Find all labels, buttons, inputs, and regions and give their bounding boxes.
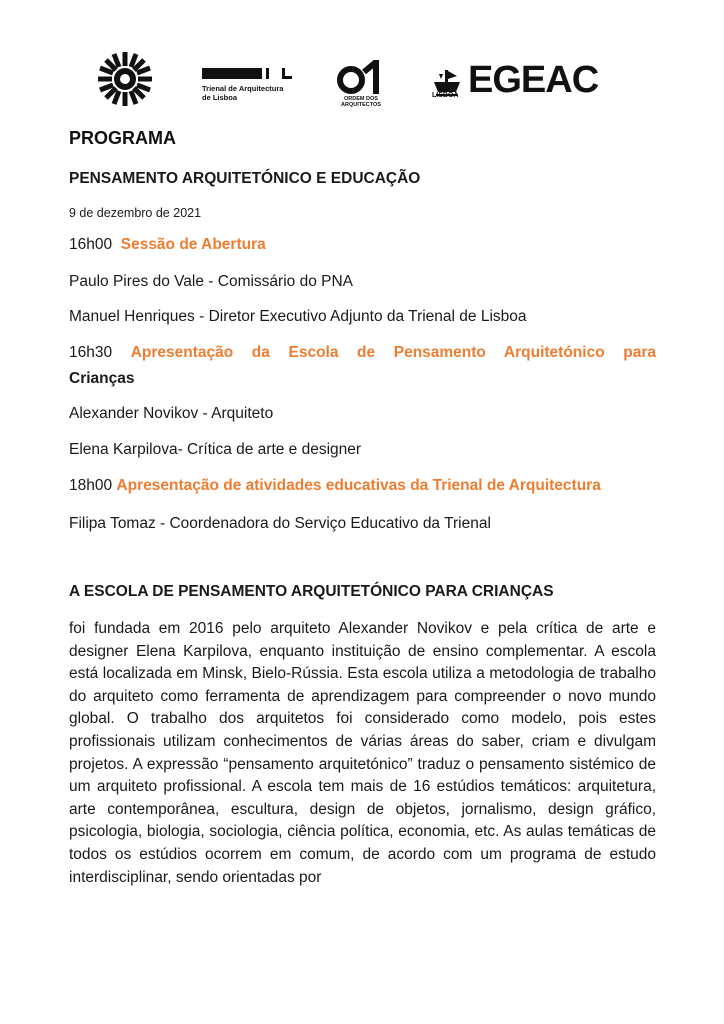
lisboa-label: LISBOA [432,92,459,99]
egeac-wordmark: EGEAC [468,59,599,101]
ordem-arquitectos-logo [336,60,386,110]
schedule-title-1: Sessão de Abertura [120,236,266,253]
oa-name-line2: ARQUITECTOS [341,102,381,108]
program-subheading: PENSAMENTO ARQUITETÓNICO E EDUCAÇÃO [69,170,421,187]
speaker-2: Manuel Henriques - Diretor Executivo Adjunto da Trienal de Lisboa [69,308,527,325]
schedule-title-2-line1: Apresentação da Escola de Pensamento Arquitetónico para [130,344,656,361]
egeac-logo [430,59,620,106]
schedule-time-2: 16h30 [69,344,113,361]
trienal-name-line1: Trienal de Arquitectura [202,84,284,93]
schedule-title-3: Apresentação de atividades educativas da Trienal de Arquitectura [116,477,601,494]
schedule-item-1 [69,236,266,254]
speaker-5: Filipa Tomaz - Coordenadora do Serviço Educativo da Trienal [69,515,491,532]
schedule-item-3 [69,477,601,495]
body-paragraph: foi fundada em 2016 pelo arquiteto Alexander Novikov e pela crítica de arte e designer Elena Karpilova, enquanto instituição de ensino complementar. A escola está localizada em Minsk, Bielo-Rússia. Esta escola utiliza a metodologia de trabalho do arquiteto como ferramenta de aprendizagem para compreender o novo mundo global. O trabalho dos arquitetos foi considerado como modelo, pois estes profissionais utilizam conhecimentos de várias áreas do saber, criam e divulgam projetos. A expressão “pensamento arquitetónico” traduz o pensamento sistémico de um arquiteto profissional. A escola tem mais de 16 estúdios temáticos: arquitetura, arte contemporânea, escultura, design de objetos, jornalismo, design gráfico, psicologia, biologia, sociologia, ciência política, economia, etc. As aulas temáticas de todos os estúdios ocorrem em comum, de acordo com um programa de estudo interdisciplinar, sendo orientadas por [69,620,656,886]
section-title: A ESCOLA DE PENSAMENTO ARQUITETÓNICO PARA CRIANÇAS [69,583,554,600]
event-date: 9 de dezembro de 2021 [69,206,202,220]
pna-logo [96,50,154,108]
schedule-title-2-line2: Crianças [69,370,135,387]
schedule-item-2 [69,344,656,362]
page-title: PROGRAMA [69,128,176,148]
speaker-3: Alexander Novikov - Arquiteto [69,405,274,422]
schedule-time-3: 18h00 [69,477,113,494]
trienal-logo [202,68,302,108]
oa-name-line1: ORDEM DOS [344,96,378,102]
logo-bar [0,50,724,110]
speaker-1: Paulo Pires do Vale - Comissário do PNA [69,273,354,290]
trienal-name-line2: de Lisboa [202,93,238,102]
speaker-4: Elena Karpilova- Crítica de arte e designer [69,441,362,458]
schedule-time-1: 16h00 [69,236,113,253]
